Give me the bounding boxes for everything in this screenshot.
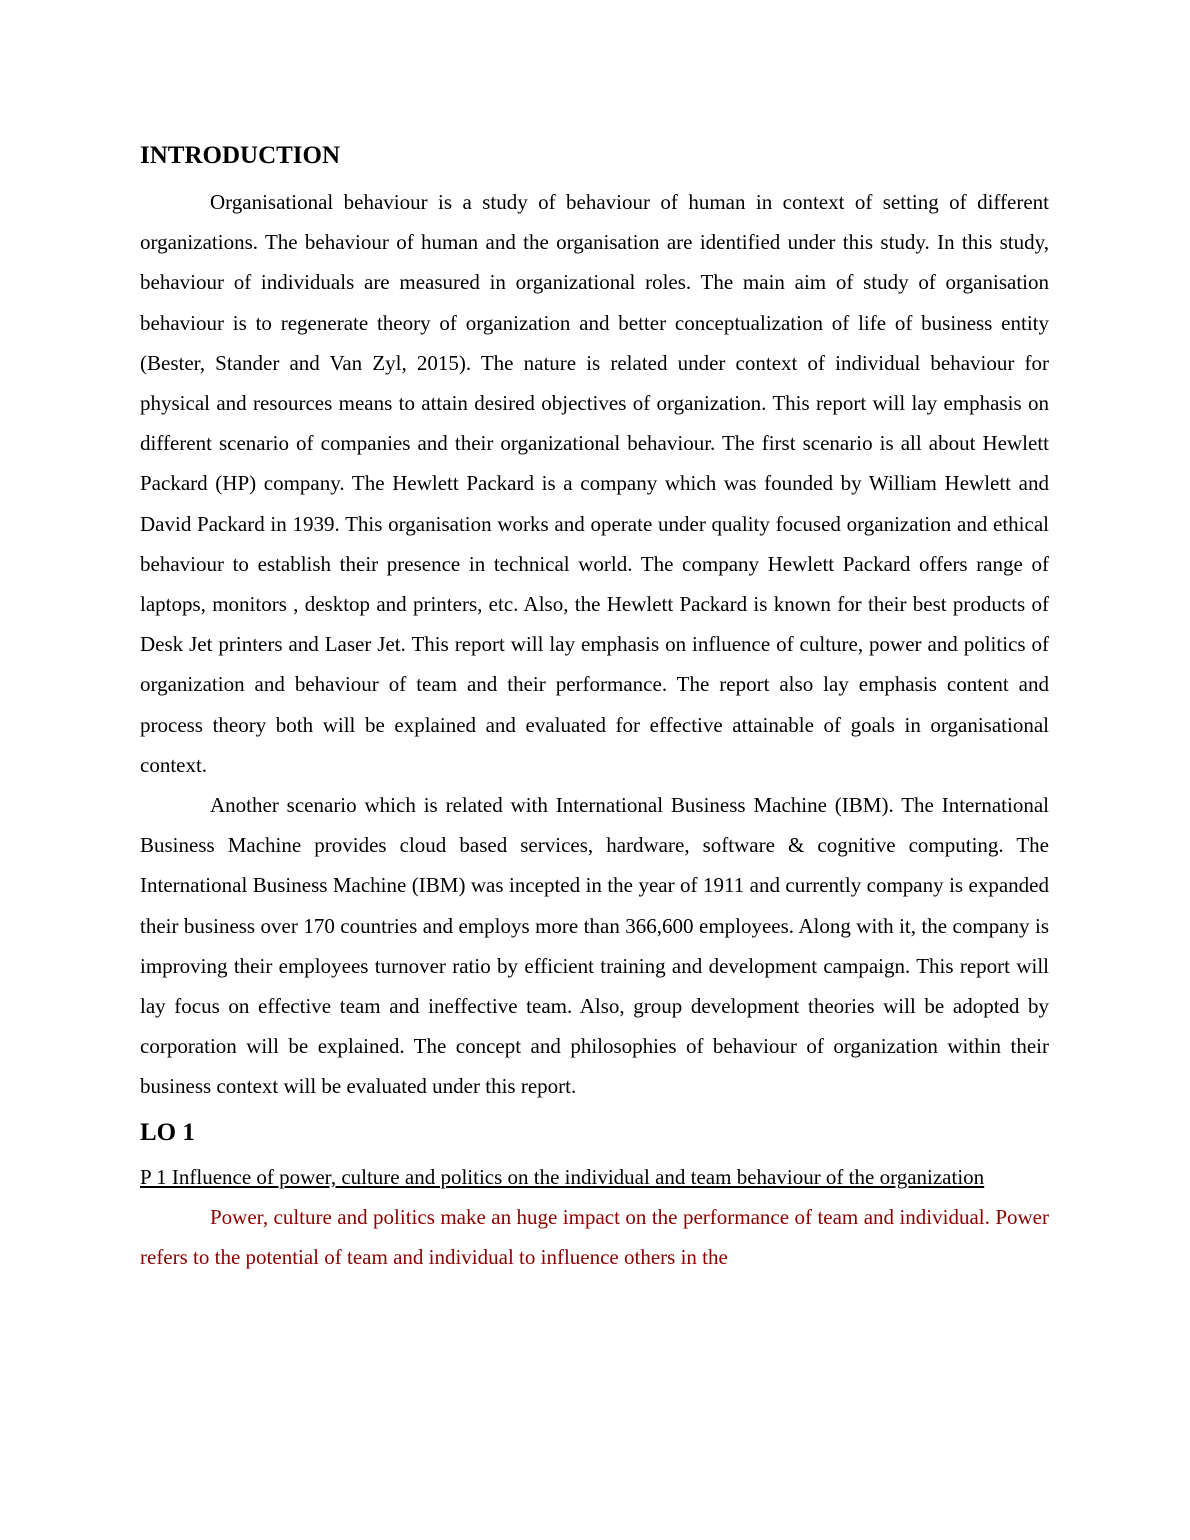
- intro-paragraph-2: Another scenario which is related with International Business Machine (IBM). The International Business Machine provides cloud based services, hardware, software & cognitive computing. The International Business Machine (IBM) was incepted in the year of 1911 and currently company is expanded their business over 170 countries and employs more than 366,600 employees. Along with it, the company is improving their employees turnover ratio by efficient training and development campaign. This report will lay focus on effective team and ineffective team. Also, group development theories will be adopted by corporation will be explained. The concept and philosophies of behaviour of organization within their business context will be evaluated under this report.: [140, 793, 1049, 1099]
- document-page: [140, 138, 1049, 1277]
- p1-paragraph: Power, culture and politics make an huge impact on the performance of team and individual. Power refers to the potential of team and individual to influence others in the: [140, 1204, 1049, 1270]
- lo1-heading: LO 1: [140, 1118, 195, 1146]
- p1-subheading: P 1 Influence of power, culture and politics on the individual and team behaviour of the organization: [140, 1164, 985, 1189]
- introduction-heading: INTRODUCTION: [140, 142, 341, 169]
- intro-paragraph-1: Organisational behaviour is a study of behaviour of human in context of setting of different organizations. The behaviour of human and the organisation are identified under this study. In this study, behaviour of individuals are measured in organizational roles. The main aim of study of organisation behaviour is to regenerate theory of organization and better conceptualization of life of business entity (Bester, Stander and Van Zyl, 2015). The nature is related under context of individual behaviour for physical and resources means to attain desired objectives of organization. This report will lay emphasis on different scenario of companies and their organizational behaviour. The first scenario is all about Hewlett Packard (HP) company. The Hewlett Packard is a company which was founded by William Hewlett and David Packard in 1939. This organisation works and operate under quality focused organization and ethical behaviour to establish their presence in technical world. The company Hewlett Packard offers range of laptops, monitors , desktop and printers, etc. Also, the Hewlett Packard is known for their best products of Desk Jet printers and Laser Jet. This report will lay emphasis on influence of culture, power and politics of organization and behaviour of team and their performance. The report also lay emphasis content and process theory both will be explained and evaluated for effective attainable of goals in organisational context.: [140, 190, 1049, 777]
